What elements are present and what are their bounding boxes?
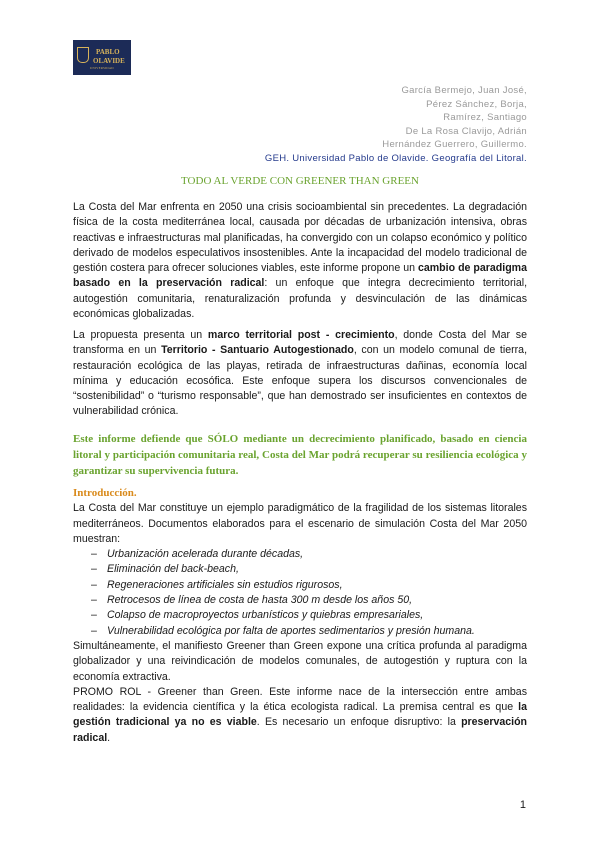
author-name: Hernández Guerrero, Guillermo. <box>382 139 527 151</box>
text-run: . <box>107 731 111 744</box>
logo-line-1: PABLO <box>96 48 120 56</box>
bullet-list <box>73 547 527 639</box>
list-item: – Regeneraciones artificiales sin estudios rigurosos, <box>73 578 527 593</box>
bold-text-run: cambio de paradigma basado en la preservación radical <box>73 262 527 290</box>
list-item: – Urbanización acelerada durante décadas, <box>73 547 527 562</box>
bold-text-run: preservación radical <box>73 716 528 744</box>
author-name: De La Rosa Clavijo, Adrián <box>405 125 527 137</box>
list-item: – Colapso de macroproyectos urbanísticos y quiebras empresariales, <box>73 608 527 623</box>
text-run: , con un modelo comunal de tierra, restauración ecológica de las playas, retirada de infraestructuras dañinas, economía local mínima y educación ecosófica. Este enfoque supera los discursos convencionales de “sostenibilidad” o “turismo responsable”, que han demostrado ser insuficientes en contextos de vulnerabilidad crónica. <box>73 344 528 418</box>
author-name: Ramírez, Santiago <box>443 112 527 124</box>
university-logo <box>73 40 131 75</box>
logo-line-3: UNIVERSIDAD <box>90 66 114 70</box>
section-heading: Introducción. <box>73 487 137 499</box>
highlight-statement: Este informe defiende que SÓLO mediante un decrecimiento planificado, basado en ciencia litoral y participación comunitaria real, Costa del Mar podrá recuperar su resiliencia ecológica y garantizar su supervivencia futura. <box>73 433 527 477</box>
text-run: La Costa del Mar enfrenta en 2050 una crisis socioambiental sin precedentes. La degradación física de la costa mediterránea local, causada por décadas de urbanización intensiva, obras reactivas e infraestructuras mal planificadas, ha convergido con un colapso económico y político derivado de modelos especulativos insostenibles. Ante la incapacidad del modelo tradicional de gestión costera para ofrecer soluciones viables, este informe propone un <box>73 201 527 275</box>
crest-icon <box>77 47 89 63</box>
author-name: Pérez Sánchez, Borja, <box>426 98 527 110</box>
paragraph-summary <box>73 200 527 322</box>
paragraph-proposal <box>73 328 527 420</box>
text-run: : un enfoque que integra decrecimiento territorial, autogestión comunitaria, renaturalización profunda y desvinculación de las dinámicas económicas globalizadas. <box>73 277 528 321</box>
intro-paragraph <box>73 685 527 746</box>
bold-text-run: la gestión tradicional ya no es viable <box>73 701 527 729</box>
text-run: . Es necesario un enfoque disruptivo: la <box>256 716 462 729</box>
list-item: – Vulnerabilidad ecológica por falta de aportes sedimentarios y presión humana. <box>73 624 527 639</box>
text-run: Este informe nace de la intersección entre ambas realidades: la evidencia científica y la ética ecologista radical. La premisa central es que <box>73 685 527 714</box>
author-name: García Bermejo, Juan José, <box>401 85 527 96</box>
affiliation: GEH. Universidad Pablo de Olavide. Geografía del Litoral. <box>264 152 527 164</box>
document-title: TODO AL VERDE CON GREENER THAN GREEN <box>181 175 419 187</box>
bold-text-run: Territorio - Santuario Autogestionado <box>161 344 354 357</box>
introduction-section <box>73 486 527 746</box>
bold-text-run: marco territorial post - crecimiento <box>207 329 395 341</box>
page-number: 1 <box>519 799 526 811</box>
author-block <box>265 84 527 166</box>
intro-paragraph: Simultáneamente, el manifiesto Greener than Green expone una crítica profunda al paradigma globalizador y una reivindicación de modelos comunales, de autogestión y ruptura con la economía extractiva. <box>73 639 527 683</box>
intro-paragraph: La Costa del Mar constituye un ejemplo paradigmático de la fragilidad de los sistemas litorales mediterráneos. Documentos elaborados para el escenario de simulación Costa del Mar 2050 muestran: <box>73 502 527 545</box>
text-run: La propuesta presenta un <box>73 329 208 341</box>
text-run: , donde Costa del Mar se transforma en un <box>73 329 527 357</box>
list-item: – Eliminación del back-beach, <box>73 562 527 577</box>
logo-line-2: OLAVIDE <box>93 57 125 65</box>
list-item: – Retrocesos de línea de costa de hasta 300 m desde los años 50, <box>73 593 527 608</box>
text-run: PROMO ROL - Greener than Green. <box>73 685 263 698</box>
